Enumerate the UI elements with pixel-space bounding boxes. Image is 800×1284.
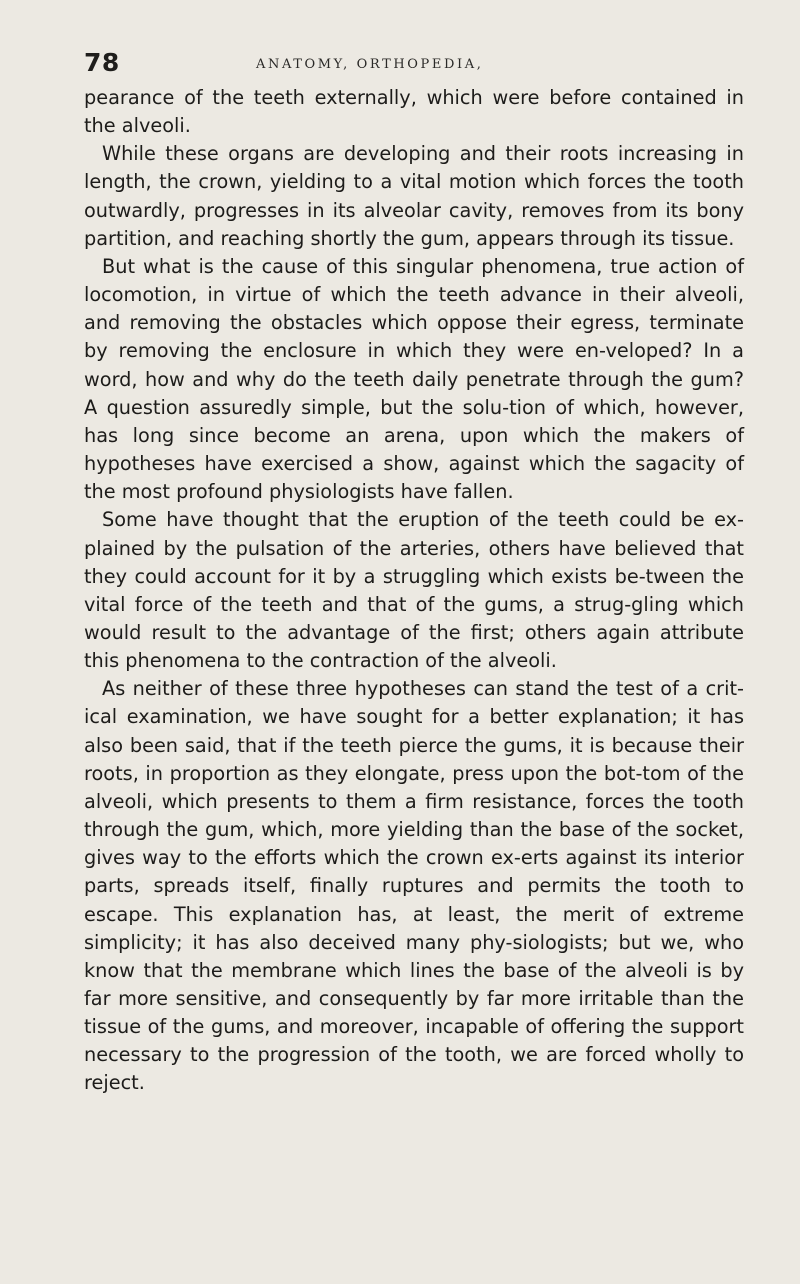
running-head: ANATOMY, ORTHOPEDIA,	[256, 57, 484, 72]
paragraph-hypotheses: Some have thought that the eruption of the teeth could be ex-plained by the pulsation of the arteries, others have believed that they could account for it by a struggling which exists be-tween the vital force of the teeth and that of the gums, a strug-gling which would result to the advantage of the first; others again attribute this phenomena to the contraction of the alveoli.	[84, 508, 744, 673]
paragraph-root-pressure: As neither of these three hypotheses can stand the test of a crit-ical examination, we have sought for a better explanation; it has also been said, that if the teeth pierce the gums, it is because their roots, in proportion as they elongate, press upon the bot-tom of the alveoli, which presents to them a firm resistance, forces the tooth through the gum, which, more yielding than the base of the socket, gives way to the efforts which the crown ex-erts against its interior parts, spreads itself, finally ruptures and permits the tooth to escape. This explanation has, at least, the merit of extreme simplicity; it has also deceived many phy-siologists; but we, who know that the membrane which lines the base of the alveoli is by far more sensitive, and consequently by far more irritable than the tissue of the gums, and moreover, incapable of offering the support necessary to the progression of the tooth, we are forced wholly to reject.	[84, 677, 744, 1095]
paragraph-continuation: pearance of the teeth externally, which were before contained in the alveoli.	[84, 86, 744, 138]
body-text	[84, 84, 744, 1098]
page-header	[84, 48, 764, 88]
paragraph-tooth-development: While these organs are developing and their roots increasing in length, the crown, yielding to a vital motion which forces the tooth outwardly, progresses in its alveolar cavity, removes from its bony partition, and reaching shortly the gum, appears through its tissue.	[84, 142, 744, 250]
page-number: 78	[84, 48, 120, 77]
paragraph-eruption-question: But what is the cause of this singular phenomena, true action of locomotion, in virtue of which the teeth advance in their alveoli, and removing the obstacles which oppose their egress, terminate by removing the enclosure in which they were en-veloped? In a word, how and why do the teeth daily penetrate through the gum? A question assuredly simple, but the solu-tion of which, however, has long since become an arena, upon which the makers of hypotheses have exercised a show, against which the sagacity of the most profound physiologists have fallen.	[84, 254, 744, 504]
